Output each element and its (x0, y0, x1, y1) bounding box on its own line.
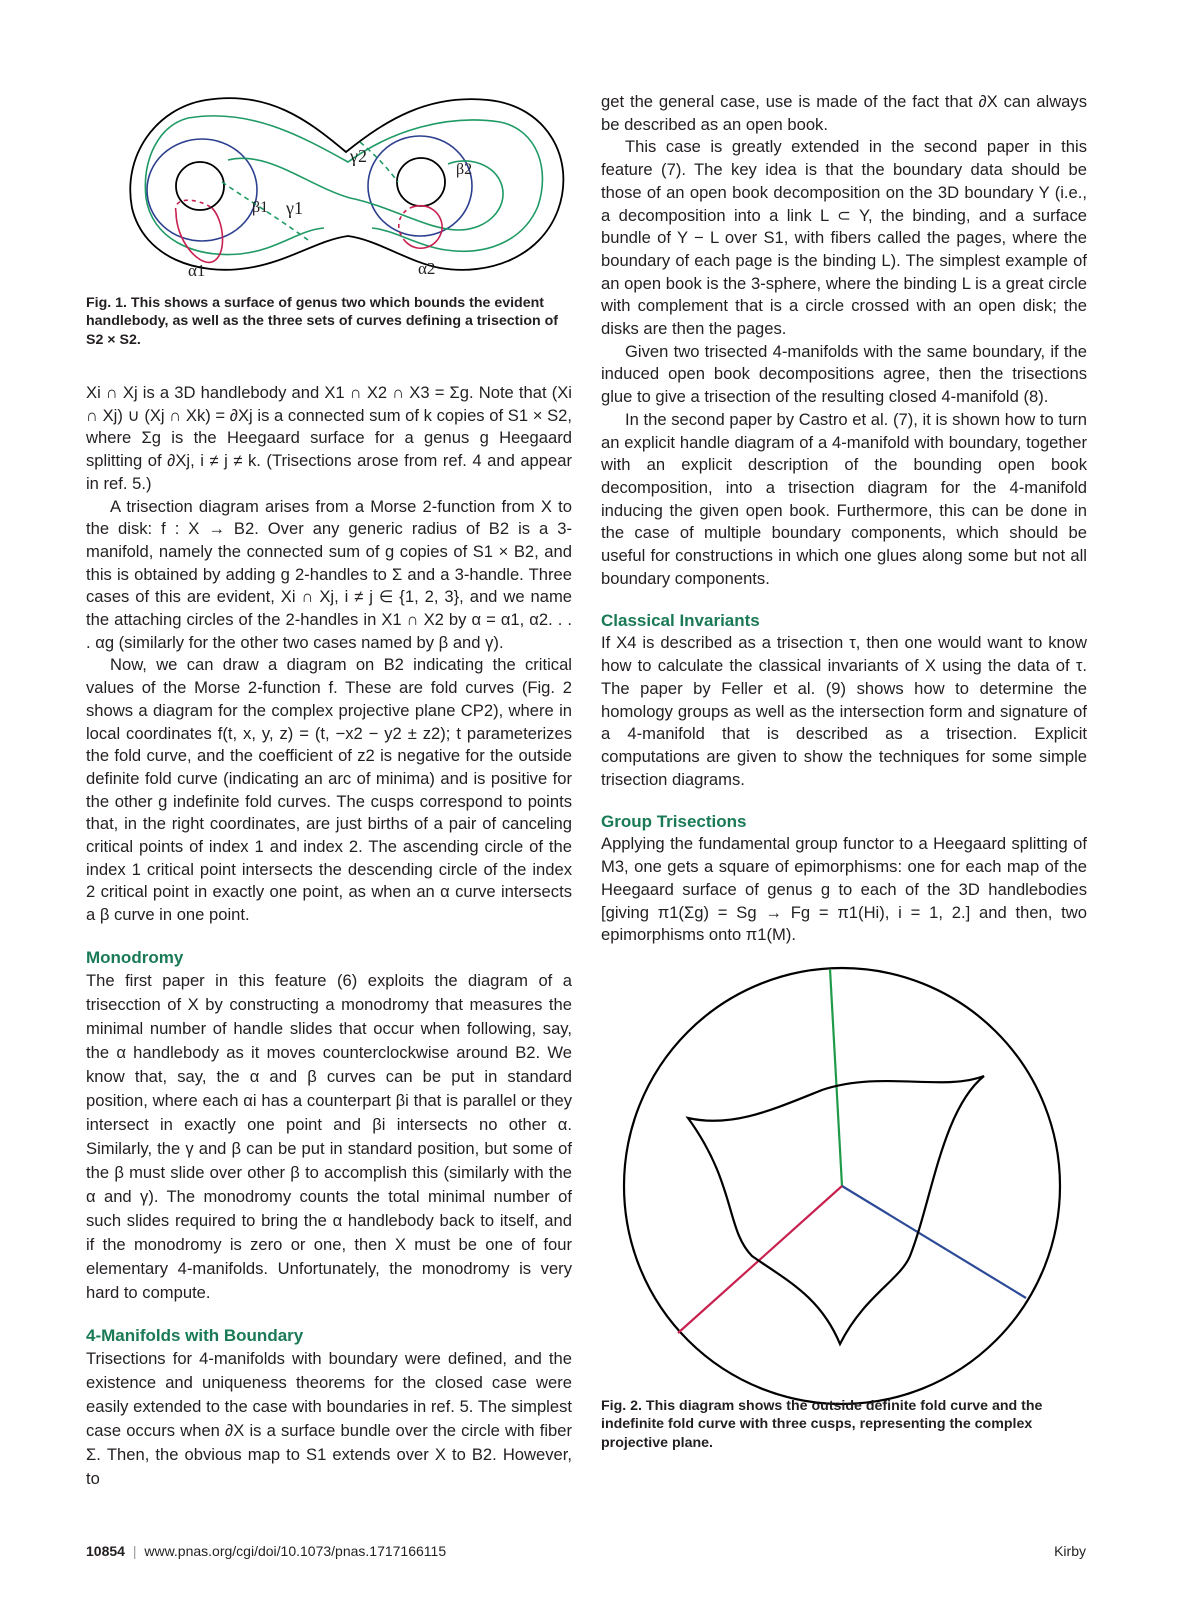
footer-separator: | (132, 1543, 137, 1559)
fig1-beta1-curve (147, 139, 257, 241)
left-paragraph-monodromy: The first paper in this feature (6) exploits the diagram of a trisecction of X by constructing a monodromy that measures the minimal number of handle slides that occur when following, say, the α handlebody as it moves counterclockwise around B2. We know that, say, the α and β curves can be put in standard position, where each αi has a counterpart βi that is parallel or they intersect in exactly one point and βi intersects no other α. Similarly, the γ and β can be put in standard position, but some of the β must slide over other β to accomplish this (similarly with the α and γ). The monodromy counts the total minimal number of such slides required to bring the α handlebody back to itself, and if the monodromy is zero or one, then X must be one of four elementary 4-manifolds. Unfortunately, the monodromy is very hard to compute. (86, 970, 572, 1302)
footer-author: Kirby (1054, 1543, 1086, 1559)
fig2-green-radius (830, 969, 842, 1186)
heading-4-manifolds-boundary: 4-Manifolds with Boundary (86, 1325, 304, 1345)
figure-2 (612, 960, 1092, 1430)
heading-classical-invariants: Classical Invariants (601, 611, 760, 631)
fig1-gamma-outer-curve (145, 116, 542, 255)
fig2-red-radius (678, 1186, 842, 1333)
right-paragraph-1: get the general case, use is made of the fact that ∂X can always be described as an open book. (601, 92, 1087, 134)
left-paragraph-1: Xi ∩ Xj is a 3D handlebody and X1 ∩ X2 ∩ X3 = Σg. Note that (Xi ∩ Xj) ∪ (Xj ∩ Xk) = ∂Xj is a connected sum of k copies of S1 × S2, where Σg is the Heegaard surface for a genus g Heegaard splitting of ∂Xj, i ≠ j ≠ k. (Trisections arose from ref. 4 and appear in ref. 5.) (86, 383, 572, 493)
right-paragraph-group: Applying the fundamental group functor to a Heegaard splitting of M3, one gets a square of epimorphisms: one for each map of the Heegaard surface of genus g to each of the 3D handlebodies [giving π1(Σg) = Sg → Fg = π1(Hi), i = 1, 2.] and then, two epimorphisms onto π1(M). (601, 834, 1087, 945)
fig1-label-alpha1: α1 (188, 261, 206, 280)
left-paragraph-2: A trisection diagram arises from a Morse 2-function from X to the disk: f : X → B2. Over any generic radius of B2 is a 3-manifold, namely the connected sum of g copies of S1 × B2, and this is obtained by adding g 2-handles to Σ and a 3-handle. Three cases of this are evident, Xi ∩ Xj, i ≠ j ∈ {1, 2, 3}, and we name the attaching circles of the 2-handles in X1 ∩ X2 by α = α1, α2. . . . αg (similarly for the other two cases named by β and γ). (86, 496, 572, 652)
fig1-label-alpha2: α2 (418, 259, 436, 278)
fig1-label-beta2: β2 (456, 161, 473, 178)
right-paragraph-classical: If X4 is described as a trisection τ, then one would want to know how to calculate the classical invariants of X using the data of τ. The paper by Feller et al. (9) shows how to determine the homology groups as well as the intersection form and signature of a 4-manifold that is described as a trisection. Explicit computations are given to show the techniques for some simple trisection diagrams. (601, 633, 1087, 789)
right-column (601, 91, 1087, 947)
right-paragraph-4: In the second paper by Castro et al. (7), it is shown how to turn an explicit handle diagram of a 4-manifold with boundary, together with an explicit description of the bounding open book decomposition, into a trisection diagram for the 4-manifold inducing the given open book. Furthermore, this can be done in the case of multiple boundary components, which should be useful for constructions in which one glues along some but not all boundary components. (601, 409, 1087, 588)
left-paragraph-boundary: Trisections for 4-manifolds with boundary were defined, and the existence and uniqueness theorems for the closed case were easily extended to the case with boundaries in ref. 5. The simplest case occurs when ∂X is a surface bundle over the circle with fiber Σ. Then, the obvious map to S1 extends over X to B2. However, to (86, 1348, 572, 1488)
heading-group-trisections: Group Trisections (601, 812, 747, 832)
right-paragraph-2: This case is greatly extended in the second paper in this feature (7). The key idea is that the boundary data should be those of an open book decomposition on the 3D boundary Y (i.e., a decomposition into a link L ⊂ Y, the binding, and a surface bundle of Y − L over S1, with fibers called the pages, where the boundary of each page is the binding L). The simplest example of an open book is the 3-sphere, where the binding L is a great circle with complement that is a circle crossed with an open disk; the disks are then the pages. (601, 137, 1087, 339)
page-number: 10854 (86, 1543, 125, 1559)
fig1-gamma-dashed (222, 142, 398, 240)
figure-1-caption: Fig. 1. This shows a surface of genus two which bounds the evident handlebody, as well as the three sets of curves defining a trisection of S2 × S2. (86, 295, 558, 348)
fig1-hole-right (397, 158, 445, 206)
footer-left (86, 1543, 446, 1559)
left-paragraph-3: Now, we can draw a diagram on B2 indicating the critical values of the Morse 2-function f. These are fold curves (Fig. 2 shows a diagram for the complex projective plane CP2), where in local coordinates f(t, x, y, z) = (t, −x2 − y2 ± z2); t parameterizes the fold curve, and the coefficient of z2 is negative for the outside definite fold curve (indicating an arc of minima) and is positive for the other g indefinite fold curves. The cusps correspond to points that, in the right coordinates, are just births of a pair of canceling critical points of index 1 and index 2. The ascending circle of the index 1 critical point intersects the descending circle of the index 2 critical point in exactly one point, as when an α curve intersects a β curve in one point. (86, 655, 572, 925)
doi-link[interactable]: www.pnas.org/cgi/doi/10.1073/pnas.1717166115 (144, 1543, 447, 1559)
right-paragraph-3: Given two trisected 4-manifolds with the same boundary, if the induced open book decompositions agree, then the trisections glue to give a trisection of the resulting closed 4-manifold (8). (601, 341, 1087, 407)
figure-1 (128, 90, 568, 290)
fig1-label-gamma2: γ2 (350, 146, 367, 166)
fig2-indefinite-fold-cusp-curve (688, 1076, 984, 1344)
fig2-blue-radius (842, 1186, 1026, 1298)
fig1-label-gamma1: γ1 (286, 198, 303, 218)
heading-monodromy: Monodromy (86, 947, 184, 967)
left-column (86, 382, 572, 1491)
figure-2-caption: Fig. 2. This diagram shows the outside definite fold curve and the indefinite fold curve with three cusps, representing the complex projective plane. (601, 1398, 1043, 1451)
fig1-label-beta1: β1 (252, 199, 269, 216)
